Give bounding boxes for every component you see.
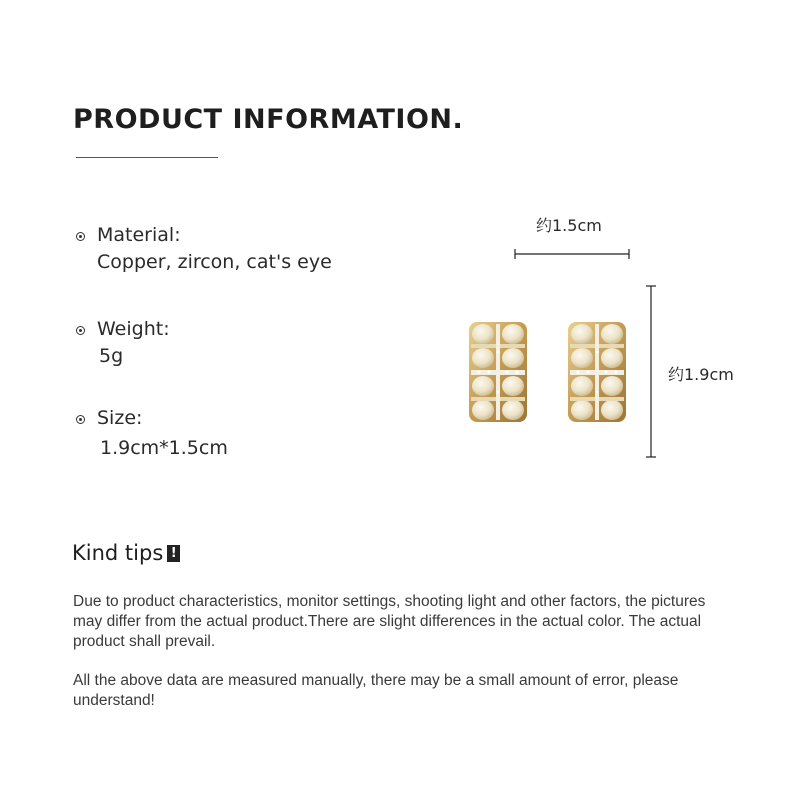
kind-tips-heading	[72, 541, 180, 565]
spec-size-value: 1.9cm*1.5cm	[100, 437, 228, 459]
spec-material-label: Material:	[97, 224, 181, 246]
kind-tips-paragraph-2: All the above data are measured manually, there may be a small amount of error, please understand!	[73, 672, 679, 709]
kind-tips-paragraph-1: Due to product characteristics, monitor settings, shooting light and other factors, the pictures may differ from the actual product.There are slight differences in the actual color. The actual product shall prevail.	[73, 593, 706, 650]
height-dimension-label: 约1.9cm	[668, 365, 734, 384]
exclamation-icon: !	[167, 545, 180, 562]
height-dimension-line	[646, 286, 656, 457]
spec-material-value: Copper, zircon, cat's eye	[97, 251, 332, 273]
spec-weight-value: 5g	[99, 345, 124, 367]
earring-left-image	[469, 322, 527, 422]
spec-size-label: Size:	[97, 407, 143, 429]
spec-weight-label: Weight:	[97, 318, 170, 340]
width-dimension-label: 约1.5cm	[536, 216, 602, 235]
page-title: PRODUCT INFORMATION.	[73, 104, 464, 135]
width-dimension-line	[515, 249, 629, 259]
kind-tips-title: Kind tips	[72, 541, 164, 565]
earring-right-image	[568, 322, 626, 422]
